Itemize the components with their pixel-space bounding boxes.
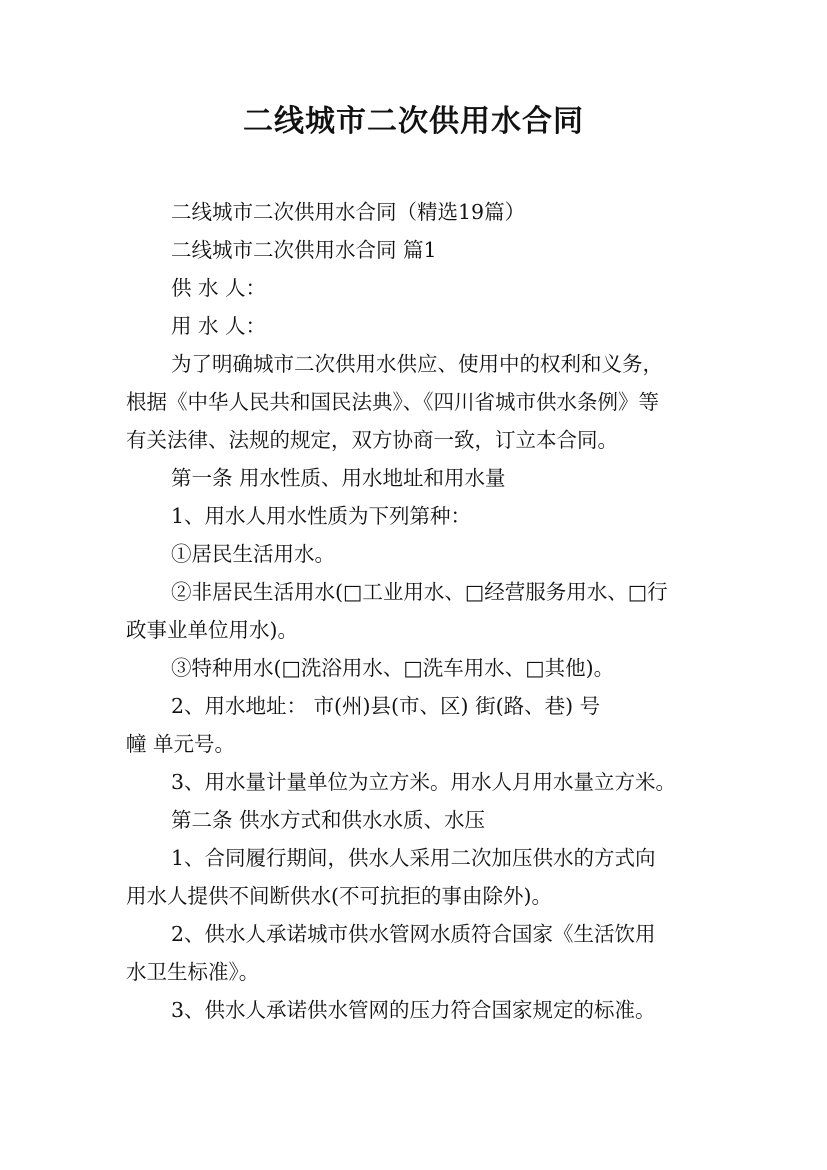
paragraph-supplier-label: 供 水 人： (171, 276, 267, 300)
paragraph-option-nonresidential-line-2: 政事业单位用水)。 (126, 618, 298, 642)
paragraph-item-1-3: 3、用水量计量单位为立方米。用水人月用水量立方米。 (171, 770, 677, 794)
paragraph-article-1: 第一条 用水性质、用水地址和用水量 (171, 466, 506, 490)
paragraph-user-label: 用 水 人： (171, 314, 267, 338)
document-body (126, 193, 706, 1029)
paragraph-item-2-3: 3、供水人承诺供水管网的压力符合国家规定的标准。 (171, 998, 656, 1022)
paragraph-section-heading: 二线城市二次供用水合同 篇1 (171, 238, 437, 262)
paragraph-option-residential: ①居民生活用水。 (171, 542, 335, 566)
document-title: 二线城市二次供用水合同 (243, 104, 584, 139)
paragraph-item-2-1-line-1: 1、合同履行期间，供水人采用二次加压供水的方式向 (171, 846, 656, 870)
paragraph-purpose-line-2: 根据《中华人民共和国民法典》、《四川省城市供水条例》等 (126, 390, 659, 414)
paragraph-option-nonresidential-line-1: ②非居民生活用水(□工业用水、□经营服务用水、□行 (171, 580, 668, 604)
paragraph-subtitle: 二线城市二次供用水合同（精选19篇） (171, 200, 526, 224)
paragraph-item-2-2-line-1: 2、供水人承诺城市供水管网水质符合国家《生活饮用 (171, 922, 656, 946)
paragraph-item-1-2-line-1: 2、用水地址： 市(州)县(市、区) 街(路、巷) 号 (171, 694, 601, 718)
paragraph-item-2-2-line-2: 水卫生标准》。 (126, 960, 260, 984)
paragraph-article-2: 第二条 供水方式和供水水质、水压 (171, 808, 486, 832)
paragraph-purpose-line-1: 为了明确城市二次供用水供应、使用中的权利和义务， (171, 352, 663, 376)
paragraph-purpose-line-3: 有关法律、法规的规定，双方协商一致，订立本合同。 (126, 428, 618, 452)
paragraph-item-1-2-line-2: 幢 单元号。 (126, 732, 236, 756)
paragraph-option-special: ③特种用水(□洗浴用水、□洗车用水、□其他)。 (171, 656, 615, 680)
paragraph-item-2-1-line-2: 用水人提供不间断供水(不可抗拒的事由除外)。 (126, 884, 552, 908)
paragraph-item-1-1: 1、用水人用水性质为下列第种： (171, 504, 472, 528)
